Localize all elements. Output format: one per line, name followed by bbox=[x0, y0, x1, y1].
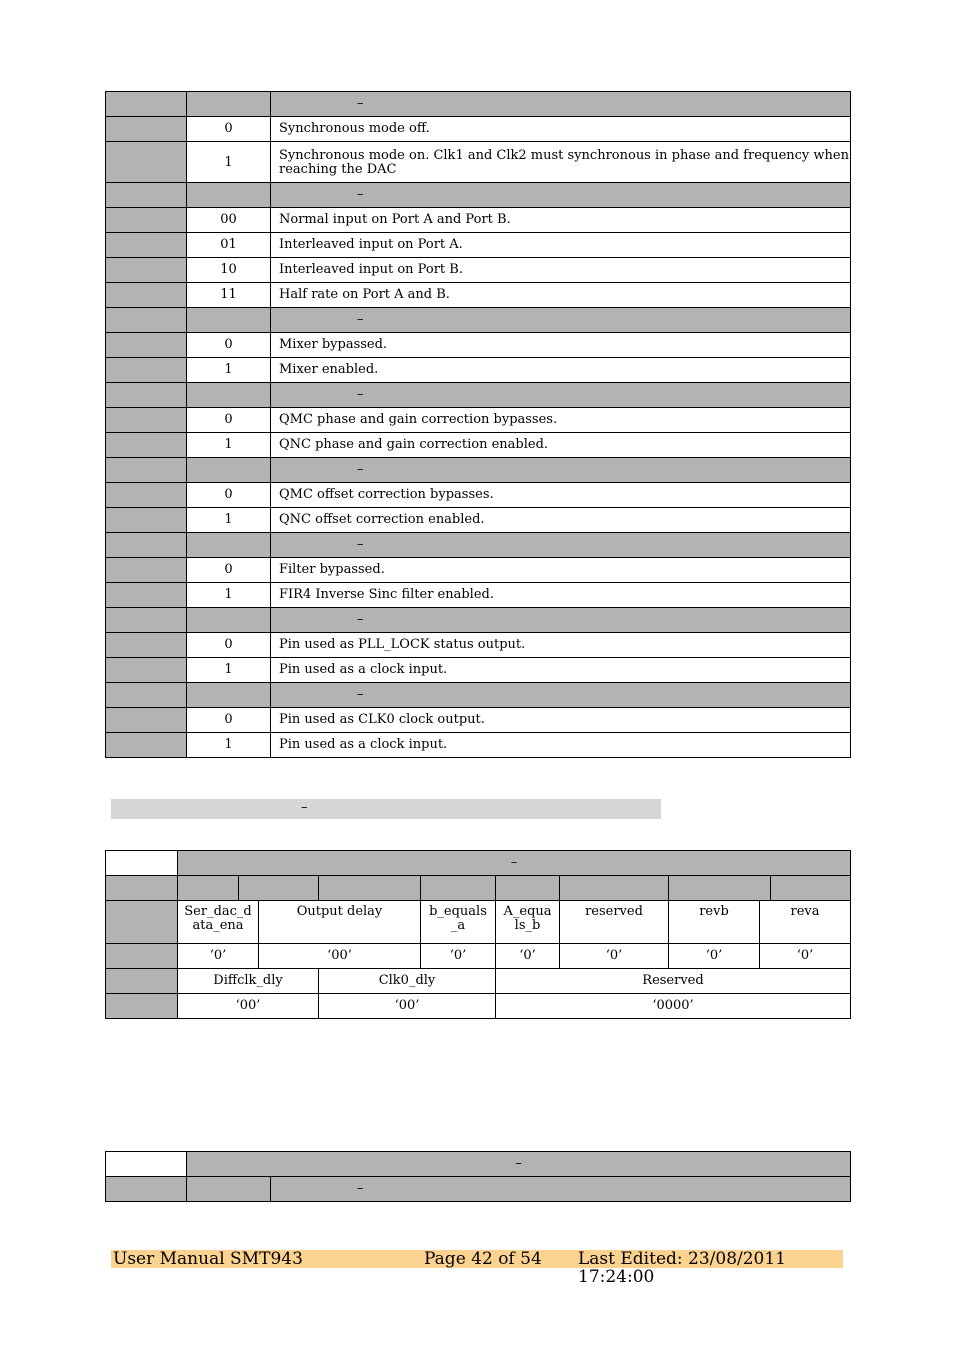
value-header-cell bbox=[187, 1177, 271, 1202]
row-label-cell bbox=[106, 483, 187, 508]
bit-value: 0 bbox=[187, 558, 271, 583]
field-reva: reva bbox=[760, 901, 851, 944]
bit-description: Interleaved input on Port B. bbox=[271, 258, 851, 283]
bit-description: Pin used as a clock input. bbox=[271, 658, 851, 683]
bit-cell bbox=[771, 876, 851, 901]
row-label-cell bbox=[106, 283, 187, 308]
group-header-row bbox=[106, 683, 851, 708]
bit-description: Pin used as PLL_LOCK status output. bbox=[271, 633, 851, 658]
row-label-cell bbox=[106, 183, 187, 208]
bit-cell bbox=[560, 876, 669, 901]
table-row bbox=[106, 633, 851, 658]
bit-description: QMC phase and gain correction bypasses. bbox=[271, 408, 851, 433]
bit-value: 0 bbox=[187, 708, 271, 733]
next-register-table bbox=[105, 1151, 851, 1202]
section-heading-bar bbox=[111, 799, 661, 819]
bit-description: Pin used as a clock input. bbox=[271, 733, 851, 758]
default-value: ‘0’ bbox=[496, 944, 560, 969]
row-label-cell bbox=[106, 117, 187, 142]
bit-value: 10 bbox=[187, 258, 271, 283]
page-footer bbox=[111, 1249, 843, 1287]
table-row bbox=[106, 208, 851, 233]
field-clk0-dly: Clk0_dly bbox=[319, 969, 496, 994]
bit-description: Half rate on Port A and B. bbox=[271, 283, 851, 308]
field-b-equals-a: b_equals _a bbox=[421, 901, 496, 944]
row-label-cell bbox=[106, 708, 187, 733]
register-map-default-row bbox=[106, 994, 851, 1019]
group-header: – bbox=[271, 533, 851, 558]
table-row bbox=[106, 583, 851, 608]
next-register-subheader-row bbox=[106, 1177, 851, 1202]
next-register-subheader: – bbox=[271, 1177, 851, 1202]
bit-description: Filter bypassed. bbox=[271, 558, 851, 583]
table-row bbox=[106, 283, 851, 308]
row-label-cell bbox=[106, 142, 187, 183]
table-row bbox=[106, 117, 851, 142]
bit-definition-table bbox=[105, 91, 851, 758]
row-label-cell bbox=[106, 876, 178, 901]
bit-value: 1 bbox=[187, 433, 271, 458]
field-ser-dac-data-ena: Ser_dac_d ata_ena bbox=[178, 901, 259, 944]
value-header-cell bbox=[187, 608, 271, 633]
group-header: – bbox=[271, 92, 851, 117]
group-header: – bbox=[271, 183, 851, 208]
default-value: ‘0’ bbox=[178, 944, 259, 969]
bit-description: QNC phase and gain correction enabled. bbox=[271, 433, 851, 458]
value-header-cell bbox=[187, 183, 271, 208]
row-label-cell bbox=[106, 558, 187, 583]
row-label-cell bbox=[106, 333, 187, 358]
bit-value: 1 bbox=[187, 583, 271, 608]
default-value: ‘00’ bbox=[259, 944, 421, 969]
row-label-cell bbox=[106, 308, 187, 333]
row-label-cell bbox=[106, 383, 187, 408]
default-value: ‘00’ bbox=[319, 994, 496, 1019]
value-header-cell bbox=[187, 458, 271, 483]
row-label-cell bbox=[106, 969, 178, 994]
bit-value: 0 bbox=[187, 408, 271, 433]
default-value: ‘0’ bbox=[560, 944, 669, 969]
register-map-bit-row bbox=[106, 876, 851, 901]
row-label-cell bbox=[106, 358, 187, 383]
register-map-header: – bbox=[178, 851, 851, 876]
next-register-header: – bbox=[187, 1152, 851, 1177]
bit-value: 1 bbox=[187, 142, 271, 183]
group-header-row bbox=[106, 92, 851, 117]
bit-value: 0 bbox=[187, 633, 271, 658]
default-value: ‘00’ bbox=[178, 994, 319, 1019]
row-label-cell bbox=[106, 458, 187, 483]
bit-definition-table-body bbox=[106, 92, 851, 758]
group-header-row bbox=[106, 183, 851, 208]
bit-description: Mixer enabled. bbox=[271, 358, 851, 383]
bit-description: Pin used as CLK0 clock output. bbox=[271, 708, 851, 733]
row-label-cell bbox=[106, 433, 187, 458]
default-value: ‘0’ bbox=[421, 944, 496, 969]
group-header: – bbox=[271, 683, 851, 708]
field-reserved-low: Reserved bbox=[496, 969, 851, 994]
bit-description: Synchronous mode on. Clk1 and Clk2 must synchronous in phase and frequency when reaching the DAC bbox=[271, 142, 851, 183]
register-map-field-row bbox=[106, 969, 851, 994]
field-diffclk-dly: Diffclk_dly bbox=[178, 969, 319, 994]
table-row bbox=[106, 483, 851, 508]
bit-cell bbox=[669, 876, 771, 901]
bit-value: 1 bbox=[187, 658, 271, 683]
group-header: – bbox=[271, 458, 851, 483]
section-heading-text: – bbox=[301, 800, 308, 815]
bit-description: Normal input on Port A and Port B. bbox=[271, 208, 851, 233]
register-map-field-row bbox=[106, 901, 851, 944]
table-row bbox=[106, 258, 851, 283]
row-label-cell bbox=[106, 233, 187, 258]
group-header-row bbox=[106, 608, 851, 633]
table-row bbox=[106, 358, 851, 383]
row-label-cell bbox=[106, 633, 187, 658]
field-reserved: reserved bbox=[560, 901, 669, 944]
table-row bbox=[106, 558, 851, 583]
group-header: – bbox=[271, 608, 851, 633]
row-label-cell bbox=[106, 258, 187, 283]
value-header-cell bbox=[187, 683, 271, 708]
table-row bbox=[106, 233, 851, 258]
bit-value: 00 bbox=[187, 208, 271, 233]
value-header-cell bbox=[187, 92, 271, 117]
row-label-cell bbox=[106, 608, 187, 633]
table-row bbox=[106, 733, 851, 758]
row-label-cell bbox=[106, 583, 187, 608]
row-label-cell bbox=[106, 901, 178, 944]
row-label-cell bbox=[106, 92, 187, 117]
bit-value: 1 bbox=[187, 733, 271, 758]
row-label-cell bbox=[106, 733, 187, 758]
next-register-corner-cell bbox=[106, 1152, 187, 1177]
table-row bbox=[106, 508, 851, 533]
register-map-table bbox=[105, 850, 851, 1019]
register-map-corner-cell bbox=[106, 851, 178, 876]
next-register-header-row bbox=[106, 1152, 851, 1177]
field-output-delay: Output delay bbox=[259, 901, 421, 944]
table-row bbox=[106, 333, 851, 358]
bit-cell bbox=[239, 876, 319, 901]
bit-description: Mixer bypassed. bbox=[271, 333, 851, 358]
row-label-cell bbox=[106, 1177, 187, 1202]
bit-cell bbox=[319, 876, 421, 901]
bit-description: Synchronous mode off. bbox=[271, 117, 851, 142]
table-row bbox=[106, 433, 851, 458]
group-header-row bbox=[106, 458, 851, 483]
row-label-cell bbox=[106, 533, 187, 558]
field-a-equals-b: A_equa ls_b bbox=[496, 901, 560, 944]
register-map-header-row bbox=[106, 851, 851, 876]
bit-description: QNC offset correction enabled. bbox=[271, 508, 851, 533]
bit-value: 0 bbox=[187, 333, 271, 358]
bit-value: 0 bbox=[187, 483, 271, 508]
footer-last-edited: Last Edited: 23/08/2011 17:24:00 bbox=[578, 1249, 787, 1287]
table-row bbox=[106, 408, 851, 433]
group-header: – bbox=[271, 308, 851, 333]
row-label-cell bbox=[106, 994, 178, 1019]
table-row bbox=[106, 658, 851, 683]
bit-cell bbox=[421, 876, 496, 901]
bit-description: QMC offset correction bypasses. bbox=[271, 483, 851, 508]
bit-value: 1 bbox=[187, 358, 271, 383]
bit-description: Interleaved input on Port A. bbox=[271, 233, 851, 258]
table-row bbox=[106, 142, 851, 183]
bit-value: 0 bbox=[187, 117, 271, 142]
row-label-cell bbox=[106, 658, 187, 683]
value-header-cell bbox=[187, 308, 271, 333]
default-value: ‘0’ bbox=[669, 944, 760, 969]
footer-manual-title: User Manual SMT943 bbox=[113, 1249, 303, 1269]
field-revb: revb bbox=[669, 901, 760, 944]
group-header: – bbox=[271, 383, 851, 408]
group-header-row bbox=[106, 308, 851, 333]
footer-page-number: Page 42 of 54 bbox=[424, 1249, 542, 1269]
bit-cell bbox=[178, 876, 239, 901]
row-label-cell bbox=[106, 208, 187, 233]
bit-value: 11 bbox=[187, 283, 271, 308]
bit-description: FIR4 Inverse Sinc filter enabled. bbox=[271, 583, 851, 608]
row-label-cell bbox=[106, 508, 187, 533]
table-row bbox=[106, 708, 851, 733]
row-label-cell bbox=[106, 944, 178, 969]
group-header-row bbox=[106, 533, 851, 558]
bit-value: 1 bbox=[187, 508, 271, 533]
bit-cell bbox=[496, 876, 560, 901]
bit-value: 01 bbox=[187, 233, 271, 258]
register-map-default-row bbox=[106, 944, 851, 969]
row-label-cell bbox=[106, 683, 187, 708]
row-label-cell bbox=[106, 408, 187, 433]
value-header-cell bbox=[187, 383, 271, 408]
value-header-cell bbox=[187, 533, 271, 558]
default-value: ‘0000’ bbox=[496, 994, 851, 1019]
default-value: ‘0’ bbox=[760, 944, 851, 969]
group-header-row bbox=[106, 383, 851, 408]
